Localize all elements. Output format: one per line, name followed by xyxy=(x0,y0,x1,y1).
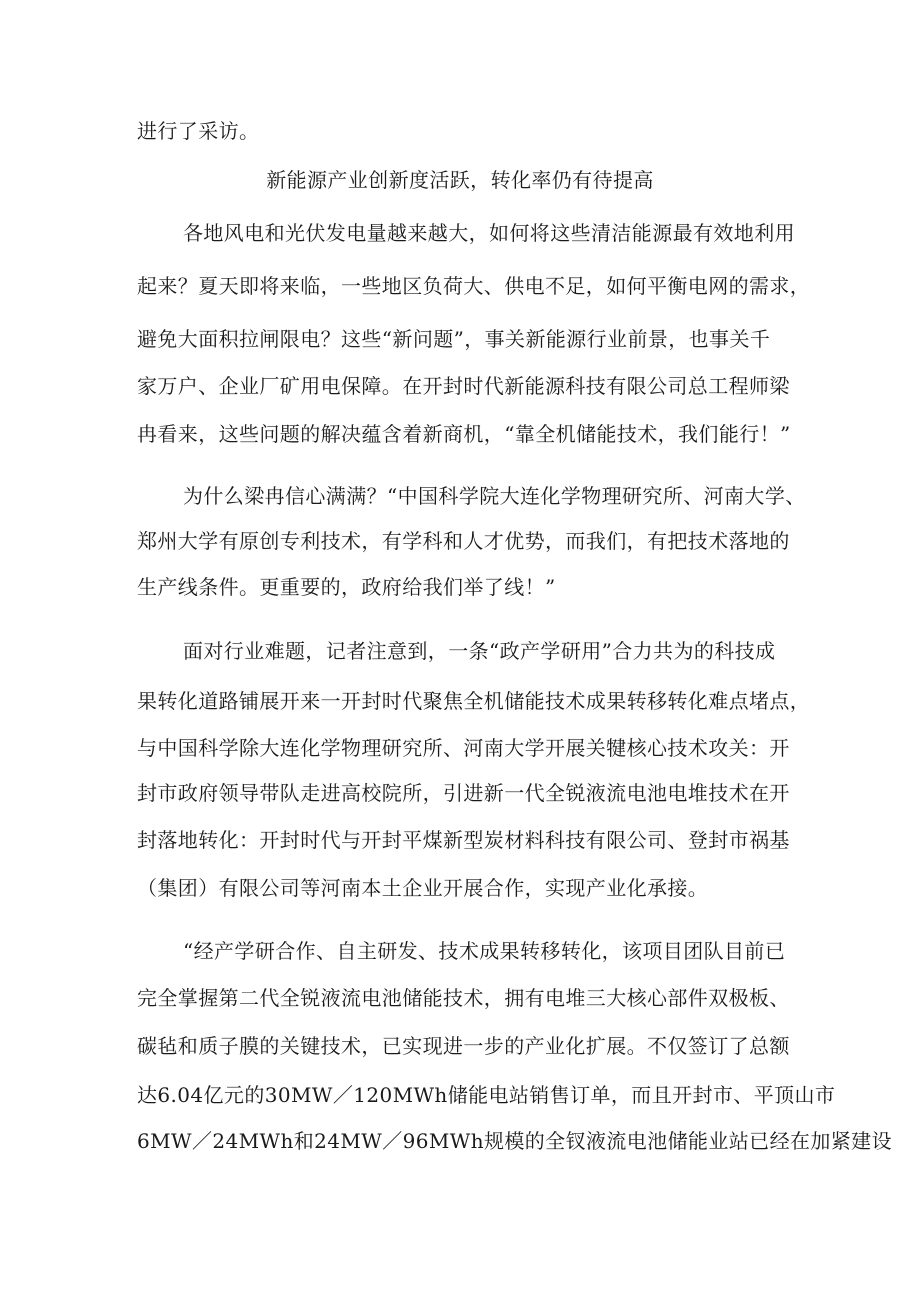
paragraph-1-line-4: 家万户、企业厂矿用电保障。在开封时代新能源科技有限公司总工程师梁 xyxy=(137,374,790,398)
paragraph-4-line-4: 达6.04亿元的30MW／120MWh储能电站销售订单，而且开封市、平顶山市 xyxy=(137,1083,836,1107)
paragraph-1-line-5: 冉看来，这些问题的解决蕴含着新商机，“靠全机储能技术，我们能行！” xyxy=(137,422,791,446)
paragraph-2-line-3: 生产线条件。更重要的，政府给我们举了线！” xyxy=(137,575,556,599)
paragraph-3-line-3: 与中国科学除大连化学物理研究所、河南大学开展关犍核心技术攻关：开 xyxy=(137,736,790,760)
paragraph-4-line-5: 6MW／24MWh和24MW／96MWh规模的全钗液流电池储能业站已经在加紧建设 xyxy=(137,1129,892,1153)
paragraph-4-line-3: 碳毡和质子膜的关键技术，已实现进一步的产业化扩展。不仅签订了总额 xyxy=(137,1034,790,1058)
paragraph-1-line-2: 起来？夏天即将来临，一些地区负荷大、供电不足，如何平衡电网的需求， xyxy=(137,274,811,298)
paragraph-4-line-1: “经产学研合作、自主研发、技术成果转移转化，该项目团队目前已 xyxy=(183,939,786,963)
section-heading: 新能源产业创新度活跃，转化率仍有待提高 xyxy=(266,168,654,192)
paragraph-2-line-1: 为什么梁冉信心满满？“中国科学院大连化学物理研究所、河南大学、 xyxy=(183,484,806,508)
lead-line: 进行了采访。 xyxy=(137,119,260,143)
paragraph-3-line-2: 果转化道路铺展开来一开封时代聚焦全机储能技术成果转移转化难点堵点， xyxy=(137,689,811,713)
paragraph-4-line-2: 完全掌握第二代全锐液流电池储能技术，拥有电堆三大核心部件双极板、 xyxy=(137,986,790,1010)
paragraph-1-line-3: 避免大面积拉闸限电？这些“新问题”，事关新能源行业前景，也事关千 xyxy=(137,327,771,351)
paragraph-3-line-4: 封市政府领导带队走进高校院所，引进新一代全锐液流电池电堆技术在开 xyxy=(137,781,790,805)
paragraph-1-line-1: 各地风电和光伏发电量越来越大，如何将这些清洁能源最有效地利用 xyxy=(183,221,795,245)
paragraph-3-line-1: 面对行业难题，记者注意到，一条“政产学研用”合力共为的科技成 xyxy=(183,639,776,663)
paragraph-2-line-2: 郑州大学有原创专利技术，有学科和人才优势，而我们，有把技术落地的 xyxy=(137,529,790,553)
paragraph-3-line-5: 封落地转化：开封时代与开封平煤新型炭材料科技有限公司、登封市祸基 xyxy=(137,828,790,852)
paragraph-3-line-6: （集团）有限公司等河南本土企业开展合作，实现产业化承接。 xyxy=(137,876,709,900)
